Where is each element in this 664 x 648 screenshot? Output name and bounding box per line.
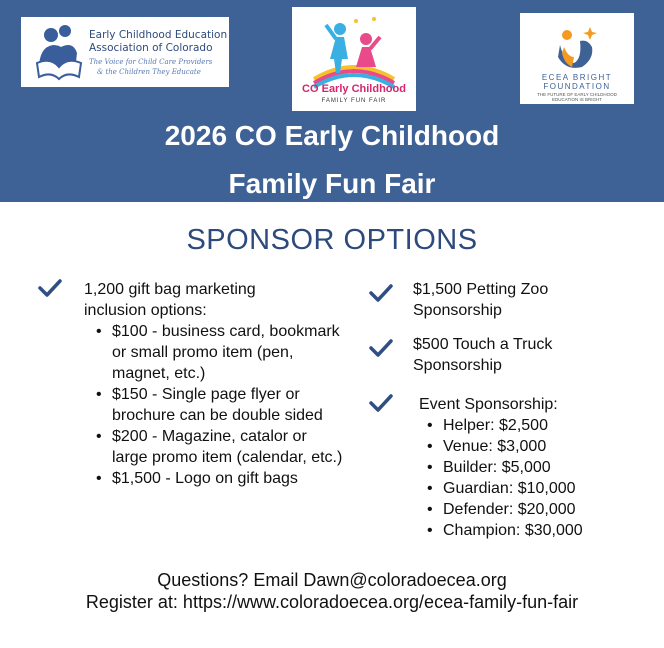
page-title-line1: 2026 CO Early Childhood [164,120,500,151]
ecea-logo-line1: Early Childhood Education [89,29,228,41]
ecea-logo-line2: Association of Colorado [89,42,213,54]
touch-truck-sponsorship: $500 Touch a Truck Sponsorship [413,336,553,374]
check-icon [369,338,393,358]
foundation-logo [520,13,634,104]
page-title-line2: Family Fun Fair [228,168,436,199]
foundation-logo-tag2: EDUCATION IS BRIGHT [552,97,602,102]
check-icon [38,278,62,298]
list-item: • $1,500 - Logo on gift bags [94,468,344,489]
list-item: • $200 - Magazine, catalor or large promo item (calendar, etc.) [94,426,344,468]
gift-bag-intro: 1,200 gift bag marketing inclusion options: [84,281,256,319]
check-icon [369,393,393,413]
ecea-logo-tag2: & the Children They Educate [97,68,201,76]
list-item: • Helper: $2,500 [425,415,635,436]
sponsor-options-heading: SPONSOR OPTIONS [186,224,478,256]
list-item: • $150 - Single page flyer or brochure can be double sided [94,384,344,426]
fun-fair-logo-sub: FAMILY FUN FAIR [321,98,387,104]
questions-contact: Questions? Email Dawn@coloradoecea.org [157,570,507,590]
petting-zoo-sponsorship: $1,500 Petting Zoo Sponsorship [413,281,549,319]
list-item: • Guardian: $10,000 [425,478,635,499]
event-sponsorship-label: Event Sponsorship: [419,396,558,413]
event-sponsorship-levels [425,415,635,541]
list-item: • Venue: $3,000 [425,436,635,457]
foundation-logo-tag1: THE FUTURE OF EARLY CHILDHOOD [537,92,617,97]
fun-fair-logo-name: CO Early Childhood [302,83,406,95]
list-item: • Champion: $30,000 [425,520,635,541]
list-item: • Defender: $20,000 [425,499,635,520]
list-item: • Builder: $5,000 [425,457,635,478]
children-rainbow-icon [292,7,416,111]
registration-url: Register at: https://www.coloradoecea.org/ecea-family-fun-fair [85,592,579,612]
gift-bag-options-list [94,321,344,489]
foundation-logo-line1: ECEA BRIGHT [541,73,613,82]
foundation-logo-line2: FOUNDATION [543,82,611,91]
fun-fair-logo [292,7,416,111]
check-icon [369,283,393,303]
list-item: • $100 - business card, bookmark or small promo item (pen, magnet, etc.) [94,321,344,384]
ecea-logo [21,17,229,87]
ecea-logo-tag1: The Voice for Child Care Providers [89,58,213,66]
